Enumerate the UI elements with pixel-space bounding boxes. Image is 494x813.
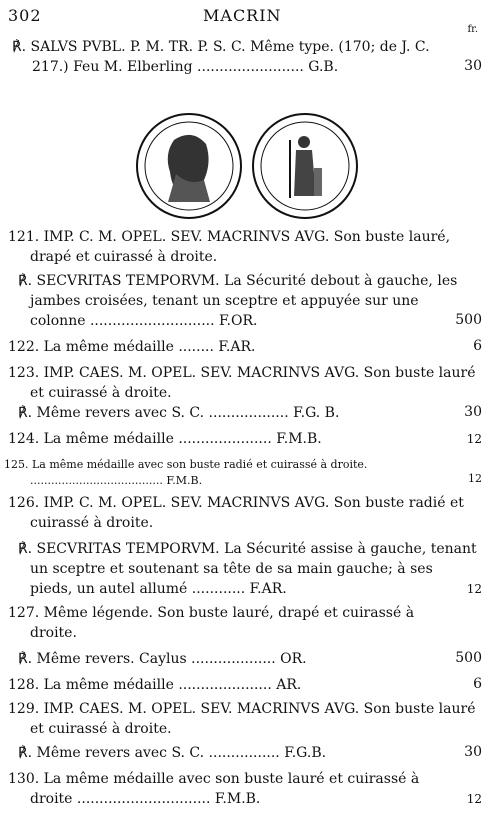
entry-value: 30 (464, 58, 482, 74)
entry-line: et cuirassé à droite. (30, 385, 172, 401)
entry-line: cuirassé à droite. (30, 515, 154, 531)
coin-reverse-image (250, 110, 360, 222)
entry-line: droite .............................. F.M.B. (30, 791, 261, 807)
entry-line: 129. IMP. CAES. M. OPEL. SEV. MACRINVS AVG. Son buste lauré (8, 701, 476, 717)
entry-line: 123. IMP. CAES. M. OPEL. SEV. MACRINVS AVG. Son buste lauré (8, 365, 476, 381)
entry-line: ℟. SECVRITAS TEMPORVM. La Sécurité debout à gauche, les (18, 273, 458, 289)
entry-line: ℟. Même revers. Caylus ................... OR. (18, 651, 307, 667)
entry-value: 12 (466, 792, 482, 806)
entry-line: 122. La même médaille ........ F.AR. (8, 339, 256, 355)
entry-line: 126. IMP. C. M. OPEL. SEV. MACRINVS AVG. Son buste radié et (8, 495, 464, 511)
entry-value: 6 (473, 338, 482, 354)
entry-value: 500 (455, 312, 482, 328)
entry-line: ...................................... F.M.B. (30, 474, 203, 487)
entry-line: ℟. SECVRITAS TEMPORVM. La Sécurité assise à gauche, tenant (18, 541, 477, 557)
entry-line: pieds, un autel allumé ............ F.AR. (30, 581, 287, 597)
coin-obverse-image (134, 110, 244, 222)
entry-line: 121. IMP. C. M. OPEL. SEV. MACRINVS AVG. Son buste lauré, (8, 229, 451, 245)
entry-line: ℟. Même revers avec S. C. .................. F.G. B. (18, 405, 340, 421)
entry-line: colonne ............................ F.OR. (30, 313, 258, 329)
page-number: 302 (8, 6, 42, 25)
entry-value: 6 (473, 676, 482, 692)
entry-line: 125. La même médaille avec son buste radié et cuirassé à droite. (4, 458, 368, 471)
entry-value: 30 (464, 404, 482, 420)
entry-line: ℟. Même revers avec S. C. ................ F.G.B. (18, 745, 327, 761)
entry-value: 12 (466, 432, 482, 446)
entry-line: et cuirassé à droite. (30, 721, 172, 737)
entry-value: 12 (466, 582, 482, 596)
column-unit: fr. (467, 24, 478, 35)
entry-line: droite. (30, 625, 77, 641)
entry-line: jambes croisées, tenant un sceptre et appuyée sur une (30, 293, 419, 309)
entry-line: drapé et cuirassé à droite. (30, 249, 218, 265)
entry-value: 12 (468, 472, 482, 485)
entry-value: 30 (464, 744, 482, 760)
entry-line: 128. La même médaille ..................... AR. (8, 677, 302, 693)
entry-line: 130. La même médaille avec son buste lauré et cuirassé à (8, 771, 420, 787)
entry-line: un sceptre et soutenant sa tête de sa main gauche; à ses (30, 561, 433, 577)
entry-line: 124. La même médaille ..................... F.M.B. (8, 431, 322, 447)
entry-line: ℟. SALVS PVBL. P. M. TR. P. S. C. Même type. (170; de J. C. (12, 39, 430, 55)
entry-value: 500 (455, 650, 482, 666)
entry-line: 217.) Feu M. Elberling ........................ G.B. (32, 59, 339, 75)
page-title: MACRIN (203, 6, 282, 25)
entry-line: 127. Même légende. Son buste lauré, drapé et cuirassé à (8, 605, 415, 621)
